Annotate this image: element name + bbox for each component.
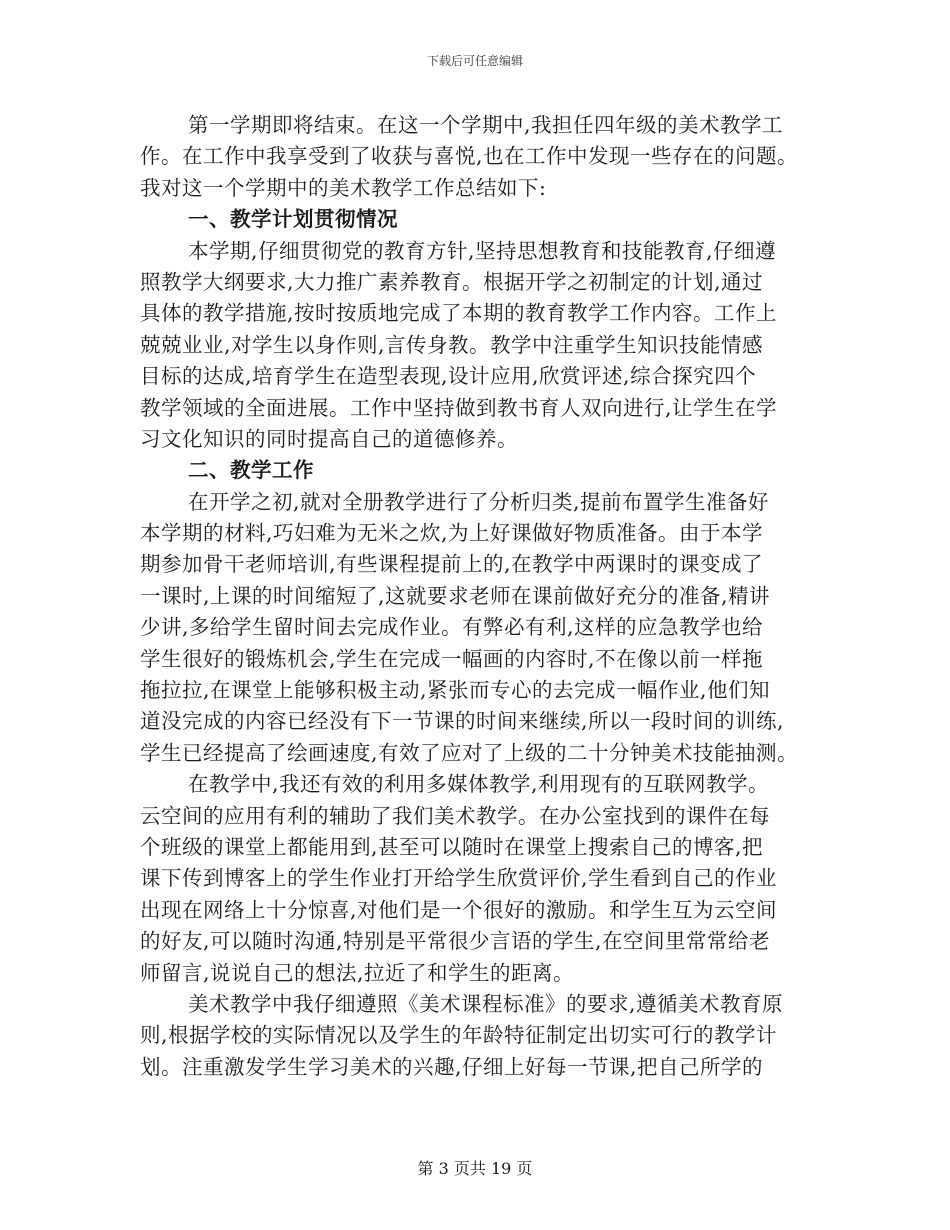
text-line: 划。注重激发学生学习美术的兴趣,仔细上好每一节课,把自己所学的 (140, 1054, 764, 1079)
page-footer: 第 3 页共 19 页 (417, 1159, 533, 1178)
text-line: 道没完成的内容已经没有下一节课的时间来继续,所以一段时间的训练, (140, 709, 785, 734)
text-line: 在教学中,我还有效的利用多媒体教学,利用现有的互联网教学。 (188, 772, 770, 797)
text-line: 课下传到博客上的学生作业打开给学生欣赏评价,学生看到自己的作业 (140, 866, 778, 891)
text-line: 美术教学中我仔细遵照《美术课程标准》的要求,遵循美术教育原 (188, 991, 784, 1016)
text-line: 照教学大纲要求,大力推广素养教育。根据开学之初制定的计划,通过 (140, 269, 764, 294)
text-line: 一课时,上课的时间缩短了,这就要求老师在课前做好充分的准备,精讲 (140, 583, 771, 608)
document-body (140, 110, 820, 1083)
text-line: 出现在网络上十分惊喜,对他们是一个很好的激励。和学生互为云空间 (140, 897, 778, 922)
text-line: 习文化知识的同时提高自己的道德修养。 (140, 426, 518, 451)
text-line: 具体的教学措施,按时按质地完成了本期的教育教学工作内容。工作上 (140, 301, 778, 326)
text-line: 云空间的应用有利的辅助了我们美术教学。在办公室找到的课件在每 (140, 803, 770, 828)
text-line: 第一学期即将结束。在这一个学期中,我担任四年级的美术教学工 (188, 113, 784, 137)
text-line: 则,根据学校的实际情况以及学生的年龄特征制定出切实可行的教学计 (140, 1023, 778, 1048)
text-line: 在开学之初,就对全册教学进行了分析归类,提前布置学生准备好 (188, 489, 770, 514)
text-line: 学生已经提高了绘画速度,有效了应对了上级的二十分钟美术技能抽测。 (140, 740, 799, 765)
text-line: 的好友,可以随时沟通,特别是平常很少言语的学生,在空间里常常给老 (140, 929, 771, 954)
text-line: 个班级的课堂上都能用到,甚至可以随时在课堂上搜索自己的博客,把 (140, 834, 764, 859)
text-line: 少讲,多给学生留时间去完成作业。有弊必有利,这样的应急教学也给 (140, 615, 764, 640)
text-line: 期参加骨干老师培训,有些课程提前上的,在教学中两课时的课变成了 (140, 552, 764, 577)
text-line: 兢兢业业,对学生以身作则,言传身教。教学中注重学生知识技能情感 (140, 332, 764, 357)
text-line: 师留言,说说自己的想法,拉近了和学生的距离。 (140, 960, 575, 985)
text-line: 拖拉拉,在课堂上能够积极主动,紧张而专心的去完成一幅作业,他们知 (140, 678, 771, 703)
text-line: 作。在工作中我享受到了收获与喜悦,也在工作中发现一些存在的问题。 (140, 144, 799, 169)
header-note: 下载后可任意编辑 (426, 54, 523, 68)
section-heading: 一、教学计划贯彻情况 (188, 207, 398, 232)
text-line: 我对这一个学期中的美术教学工作总结如下: (140, 175, 547, 200)
text-line: 本学期的材料,巧妇难为无米之炊,为上好课做好物质准备。由于本学 (140, 521, 764, 546)
text-line: 学生很好的锻炼机会,学生在完成一幅画的内容时,不在像以前一样拖 (140, 646, 764, 671)
text-line: 教学领域的全面进展。工作中坚持做到教书育人双向进行,让学生在学 (140, 395, 778, 420)
text-line: 本学期,仔细贯彻党的教育方针,坚持思想教育和技能教育,仔细遵 (188, 238, 777, 263)
section-heading: 二、教学工作 (188, 458, 314, 483)
text-line: 目标的达成,培育学生在造型表现,设计应用,欣赏评述,综合探究四个 (140, 364, 757, 389)
